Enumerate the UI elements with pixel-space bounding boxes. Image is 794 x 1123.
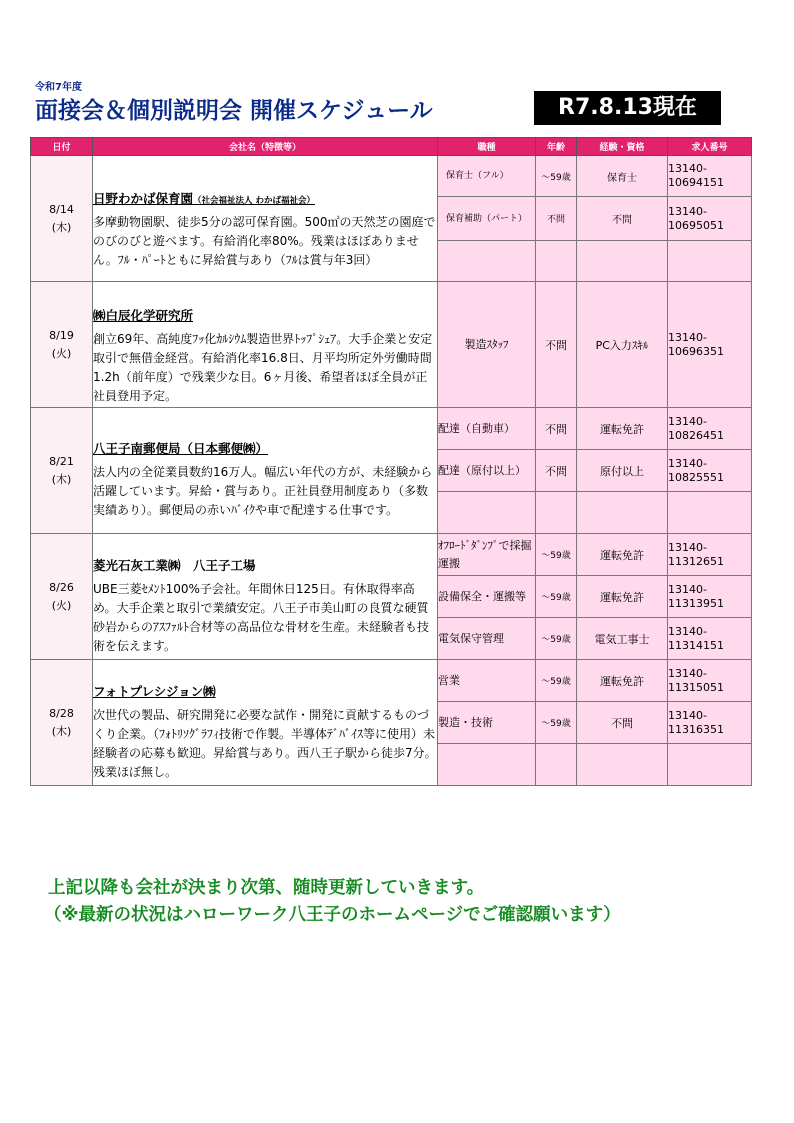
empty-cell xyxy=(577,492,668,534)
job-qualification: PC入力ｽｷﾙ xyxy=(577,282,668,408)
empty-cell xyxy=(536,744,577,786)
table-row xyxy=(31,408,752,450)
job-number: 13140-11312651 xyxy=(668,534,752,576)
empty-cell xyxy=(668,744,752,786)
job-number: 13140-11316351 xyxy=(668,702,752,744)
column-header-job: 職種 xyxy=(438,138,536,156)
job-age: ～59歳 xyxy=(536,156,577,197)
company-name xyxy=(93,189,437,207)
empty-cell xyxy=(668,492,752,534)
column-header-date: 日付 xyxy=(31,138,93,156)
empty-cell xyxy=(668,241,752,282)
table-row xyxy=(31,534,752,576)
job-title: 配達（原付以上） xyxy=(438,450,536,492)
job-age: ～59歳 xyxy=(536,618,577,660)
job-number: 13140-10695051 xyxy=(668,197,752,241)
job-title: 電気保守管理 xyxy=(438,618,536,660)
update-notice-line-1: 上記以降も会社が決まり次第、随時更新していきます。 xyxy=(48,878,485,898)
job-title: 配達（自動車） xyxy=(438,408,536,450)
company-name: ㈱白辰化学研究所 xyxy=(93,307,194,323)
company-name-text: 日野わかば保育園 xyxy=(93,191,194,206)
job-age: 不問 xyxy=(536,282,577,408)
event-weekday: (木) xyxy=(51,220,72,234)
job-age: 不問 xyxy=(536,450,577,492)
company-description: 次世代の製品、研究開発に必要な試作・開発に貢献するものづくり企業。（ﾌｫﾄﾘｿｸﾞﾗﾌｨ技術で作製。半導体ﾃﾞﾊﾞｲｽ等に使用）未経験者の応募も歓迎。昇給賞与あり。西八王子駅から徒歩7分。残業ほぼ無し。 xyxy=(93,707,437,779)
job-qualification: 運転免許 xyxy=(577,660,668,702)
job-number: 13140-10825551 xyxy=(668,450,752,492)
event-date-cell xyxy=(31,408,93,534)
job-title: ｵﾌﾛｰﾄﾞﾀﾞﾝﾌﾟで採掘運搬 xyxy=(438,534,536,576)
company-description: 創立69年、高純度ﾌｯ化ｶﾙｼｳﾑ製造世界ﾄｯﾌﾟｼｪｱ。大手企業と安定取引で無借金経営。有給消化率16.8日、月平均所定外労働時間1.2h（前年度）で残業少な目。6ヶ月後、希望者ほぼ全員が正社員登用予定。 xyxy=(93,331,433,403)
empty-cell xyxy=(536,241,577,282)
page-title: 面接会＆個別説明会 開催スケジュール xyxy=(35,98,433,124)
table-row xyxy=(31,156,752,197)
empty-cell xyxy=(577,744,668,786)
event-weekday: (木) xyxy=(51,472,72,486)
event-date: 8/14 xyxy=(49,202,74,216)
company-name: 菱光石灰工業㈱ 八王子工場 xyxy=(93,557,256,573)
job-number: 13140-10694151 xyxy=(668,156,752,197)
event-date: 8/21 xyxy=(49,454,74,468)
job-age: 不問 xyxy=(536,197,577,241)
job-title: 製造ｽﾀｯﾌ xyxy=(438,282,536,408)
empty-cell xyxy=(577,241,668,282)
job-qualification: 保育士 xyxy=(577,156,668,197)
event-date-cell xyxy=(31,534,93,660)
column-header-age: 年齢 xyxy=(536,138,577,156)
company-corporation: （社会福祉法人 わかば福祉会） xyxy=(193,196,315,206)
job-qualification: 電気工事士 xyxy=(577,618,668,660)
company-cell xyxy=(93,534,438,660)
job-age: ～59歳 xyxy=(536,660,577,702)
update-notice-line-2: （※最新の状況はハローワーク八王子のホームページでご確認願います） xyxy=(44,905,621,925)
schedule-table xyxy=(30,137,752,786)
company-cell xyxy=(93,156,438,282)
empty-cell xyxy=(438,241,536,282)
update-notice xyxy=(44,875,621,929)
event-weekday: (木) xyxy=(51,724,72,738)
job-number: 13140-10696351 xyxy=(668,282,752,408)
job-title: 保育士（フル） xyxy=(438,156,536,197)
job-number: 13140-11314151 xyxy=(668,618,752,660)
event-date-cell xyxy=(31,660,93,786)
fiscal-year-label: 令和7年度 xyxy=(35,82,82,93)
job-title: 営業 xyxy=(438,660,536,702)
job-title: 設備保全・運搬等 xyxy=(438,576,536,618)
company-cell xyxy=(93,408,438,534)
company-description: UBE三菱ｾﾒﾝﾄ100%子会社。年間休日125日。有休取得率高め。大手企業と取引で業績安定。八王子市美山町の良質な硬質砂岩からのｱｽﾌｧﾙﾄ合材等の高品位な骨材を生産。未経験者も技術を伝えます。 xyxy=(93,581,430,653)
job-number: 13140-11315051 xyxy=(668,660,752,702)
job-qualification: 不問 xyxy=(577,197,668,241)
job-number: 13140-10826451 xyxy=(668,408,752,450)
company-cell xyxy=(93,282,438,408)
job-qualification: 原付以上 xyxy=(577,450,668,492)
job-title: 保育補助（パート） xyxy=(438,197,536,241)
event-weekday: (火) xyxy=(51,598,72,612)
table-header-row xyxy=(31,138,752,156)
event-weekday: (火) xyxy=(51,346,72,360)
job-qualification: 運転免許 xyxy=(577,408,668,450)
company-name: フォトプレシジョン㈱ xyxy=(93,683,216,699)
column-header-qualification: 経験・資格 xyxy=(577,138,668,156)
job-age: ～59歳 xyxy=(536,534,577,576)
column-header-job-number: 求人番号 xyxy=(668,138,752,156)
job-age: ～59歳 xyxy=(536,576,577,618)
company-description: 法人内の全従業員数約16万人。幅広い年代の方が、未経験から活躍しています。昇給・賞与あり。正社員登用制度あり（多数実績あり）。郵便局の赤いﾊﾞｲｸや車で配達する仕事です。 xyxy=(93,465,433,517)
job-number: 13140-11313951 xyxy=(668,576,752,618)
job-age: 不問 xyxy=(536,408,577,450)
company-description: 多摩動物園駅、徒歩5分の認可保育園。500㎡の天然芝の園庭でのびのびと遊べます。有給消化率80%。残業はほぼありません。ﾌﾙ・ﾊﾟｰﾄともに昇給賞与あり（ﾌﾙは賞与年3回） xyxy=(93,215,436,267)
company-name: 八王子南郵便局（日本郵便㈱） xyxy=(93,441,269,456)
job-title: 製造・技術 xyxy=(438,702,536,744)
as-of-date-badge: R7.8.13現在 xyxy=(534,91,721,125)
job-qualification: 運転免許 xyxy=(577,534,668,576)
empty-cell xyxy=(438,744,536,786)
event-date-cell xyxy=(31,282,93,408)
job-qualification: 運転免許 xyxy=(577,576,668,618)
table-row xyxy=(31,282,752,408)
event-date: 8/28 xyxy=(49,706,74,720)
job-qualification: 不問 xyxy=(577,702,668,744)
company-cell xyxy=(93,660,438,786)
event-date-cell xyxy=(31,156,93,282)
event-date: 8/19 xyxy=(49,328,74,342)
table-row xyxy=(31,660,752,702)
empty-cell xyxy=(438,492,536,534)
empty-cell xyxy=(536,492,577,534)
event-date: 8/26 xyxy=(49,580,74,594)
column-header-company: 会社名（特徴等） xyxy=(93,138,438,156)
job-age: ～59歳 xyxy=(536,702,577,744)
